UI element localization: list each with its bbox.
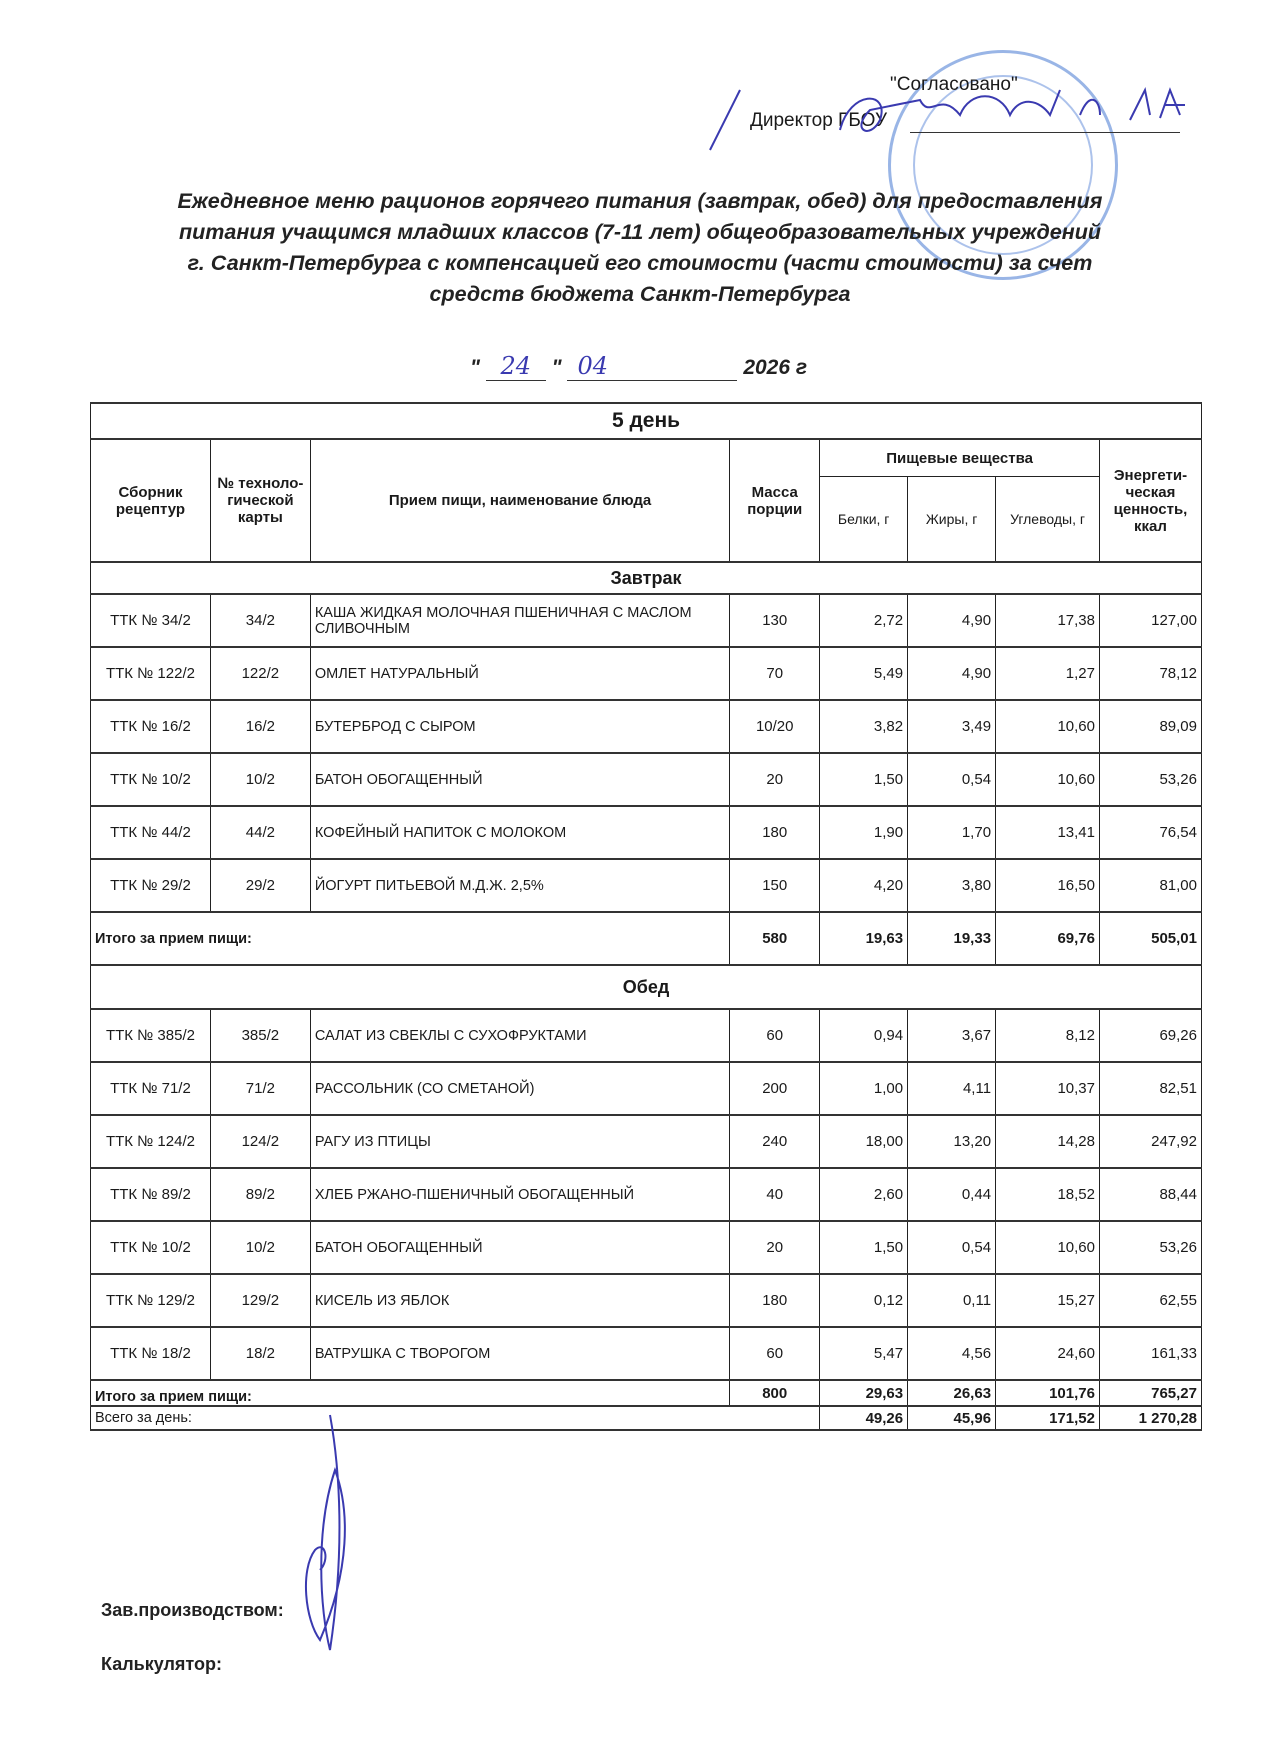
cell-collection: ТТК № 44/2: [91, 806, 211, 859]
cell-tech-card: 71/2: [210, 1062, 310, 1115]
cell-energy: 127,00: [1099, 594, 1201, 647]
cell-fat: 0,54: [908, 1221, 996, 1274]
header-fat: Жиры, г: [908, 477, 996, 563]
cell-protein: 1,50: [820, 1221, 908, 1274]
calculator-label: Калькулятор:: [101, 1654, 222, 1674]
breakfast-total-mass: 580: [730, 912, 820, 965]
date-open-quote: ": [470, 356, 480, 379]
cell-carbs: 24,60: [996, 1327, 1100, 1380]
date-day: 24: [486, 352, 546, 381]
cell-carbs: 15,27: [996, 1274, 1100, 1327]
cell-mass: 60: [730, 1009, 820, 1062]
page-title: [90, 186, 1190, 310]
cell-mass: 40: [730, 1168, 820, 1221]
cell-collection: ТТК № 124/2: [91, 1115, 211, 1168]
cell-energy: 76,54: [1099, 806, 1201, 859]
menu-table: [90, 402, 1202, 1431]
approval-agreed-label: "Согласовано": [890, 74, 1018, 95]
date-close-quote: ": [551, 356, 562, 379]
cell-protein: 0,12: [820, 1274, 908, 1327]
cell-protein: 3,82: [820, 700, 908, 753]
table-row: [91, 1327, 1202, 1380]
cell-energy: 53,26: [1099, 1221, 1201, 1274]
cell-protein: 0,94: [820, 1009, 908, 1062]
cell-dish-name: БАТОН ОБОГАЩЕННЫЙ: [310, 753, 729, 806]
cell-carbs: 10,60: [996, 1221, 1100, 1274]
director-signature-line: [910, 132, 1180, 133]
cell-collection: ТТК № 16/2: [91, 700, 211, 753]
lunch-total-energy: 765,27: [1099, 1380, 1201, 1406]
cell-mass: 130: [730, 594, 820, 647]
cell-protein: 5,49: [820, 647, 908, 700]
table-row: [91, 700, 1202, 753]
cell-carbs: 8,12: [996, 1009, 1100, 1062]
cell-tech-card: 18/2: [210, 1327, 310, 1380]
cell-mass: 70: [730, 647, 820, 700]
breakfast-total-carbs: 69,76: [996, 912, 1100, 965]
cell-energy: 82,51: [1099, 1062, 1201, 1115]
cell-fat: 0,44: [908, 1168, 996, 1221]
breakfast-total-label: Итого за прием пищи:: [91, 912, 730, 965]
title-line-1: Ежедневное меню рационов горячего питания (завтрак, обед) для предоставления: [177, 189, 1103, 213]
cell-carbs: 10,60: [996, 753, 1100, 806]
table-row: [91, 1274, 1202, 1327]
cell-mass: 20: [730, 1221, 820, 1274]
cell-energy: 53,26: [1099, 753, 1201, 806]
cell-fat: 3,80: [908, 859, 996, 912]
table-row: [91, 647, 1202, 700]
table-row: [91, 1168, 1202, 1221]
cell-carbs: 18,52: [996, 1168, 1100, 1221]
cell-tech-card: 89/2: [210, 1168, 310, 1221]
cell-carbs: 14,28: [996, 1115, 1100, 1168]
cell-dish-name: ХЛЕБ РЖАНО-ПШЕНИЧНЫЙ ОБОГАЩЕННЫЙ: [310, 1168, 729, 1221]
cell-collection: ТТК № 71/2: [91, 1062, 211, 1115]
cell-fat: 4,90: [908, 647, 996, 700]
cell-fat: 3,49: [908, 700, 996, 753]
header-energy: Энергети-ческая ценность, ккал: [1099, 439, 1201, 562]
lunch-total-label: Итого за прием пищи:: [91, 1380, 730, 1406]
cell-energy: 89,09: [1099, 700, 1201, 753]
cell-dish-name: РАССОЛЬНИК (СО СМЕТАНОЙ): [310, 1062, 729, 1115]
cell-carbs: 1,27: [996, 647, 1100, 700]
cell-dish-name: ВАТРУШКА С ТВОРОГОМ: [310, 1327, 729, 1380]
cell-mass: 20: [730, 753, 820, 806]
header-carbs: Углеводы, г: [996, 477, 1100, 563]
cell-tech-card: 29/2: [210, 859, 310, 912]
cell-dish-name: РАГУ ИЗ ПТИЦЫ: [310, 1115, 729, 1168]
lunch-total-fat: 26,63: [908, 1380, 996, 1406]
cell-dish-name: БУТЕРБРОД С СЫРОМ: [310, 700, 729, 753]
cell-protein: 2,60: [820, 1168, 908, 1221]
cell-dish-name: САЛАТ ИЗ СВЕКЛЫ С СУХОФРУКТАМИ: [310, 1009, 729, 1062]
cell-collection: ТТК № 34/2: [91, 594, 211, 647]
header-collection: Сборник рецептур: [91, 439, 211, 562]
cell-dish-name: ЙОГУРТ ПИТЬЕВОЙ М.Д.Ж. 2,5%: [310, 859, 729, 912]
cell-fat: 1,70: [908, 806, 996, 859]
cell-protein: 5,47: [820, 1327, 908, 1380]
date-year: 2026 г: [743, 356, 808, 379]
cell-tech-card: 34/2: [210, 594, 310, 647]
cell-protein: 1,50: [820, 753, 908, 806]
cell-collection: ТТК № 10/2: [91, 753, 211, 806]
title-line-4: средств бюджета Санкт-Петербурга: [429, 282, 851, 306]
menu-date: [470, 352, 807, 381]
cell-mass: 10/20: [730, 700, 820, 753]
header-protein: Белки, г: [820, 477, 908, 563]
cell-protein: 18,00: [820, 1115, 908, 1168]
header-mass: Масса порции: [730, 439, 820, 562]
table-row: [91, 753, 1202, 806]
breakfast-total-energy: 505,01: [1099, 912, 1201, 965]
cell-carbs: 10,37: [996, 1062, 1100, 1115]
cell-dish-name: КАША ЖИДКАЯ МОЛОЧНАЯ ПШЕНИЧНАЯ С МАСЛОМ СЛИВОЧНЫМ: [310, 594, 729, 647]
cell-fat: 4,11: [908, 1062, 996, 1115]
cell-tech-card: 124/2: [210, 1115, 310, 1168]
cell-dish-name: КОФЕЙНЫЙ НАПИТОК С МОЛОКОМ: [310, 806, 729, 859]
cell-protein: 1,90: [820, 806, 908, 859]
cell-dish-name: ОМЛЕТ НАТУРАЛЬНЫЙ: [310, 647, 729, 700]
cell-energy: 247,92: [1099, 1115, 1201, 1168]
production-head-signature-icon: [300, 1410, 360, 1660]
cell-tech-card: 10/2: [210, 753, 310, 806]
section-breakfast: Завтрак: [91, 562, 1202, 594]
cell-protein: 2,72: [820, 594, 908, 647]
cell-tech-card: 10/2: [210, 1221, 310, 1274]
day-total-protein: 49,26: [820, 1406, 908, 1430]
production-head-label: Зав.производством:: [101, 1600, 284, 1620]
cell-energy: 88,44: [1099, 1168, 1201, 1221]
cell-fat: 4,56: [908, 1327, 996, 1380]
header-dish: Прием пищи, наименование блюда: [310, 439, 729, 562]
cell-tech-card: 122/2: [210, 647, 310, 700]
day-total-carbs: 171,52: [996, 1406, 1100, 1430]
cell-mass: 150: [730, 859, 820, 912]
cell-energy: 62,55: [1099, 1274, 1201, 1327]
cell-collection: ТТК № 29/2: [91, 859, 211, 912]
cell-mass: 180: [730, 1274, 820, 1327]
cell-protein: 4,20: [820, 859, 908, 912]
cell-fat: 0,54: [908, 753, 996, 806]
cell-fat: 4,90: [908, 594, 996, 647]
lunch-total-protein: 29,63: [820, 1380, 908, 1406]
title-line-2: питания учащимся младших классов (7-11 лет) общеобразовательных учреждений: [179, 220, 1101, 244]
cell-energy: 69,26: [1099, 1009, 1201, 1062]
cell-dish-name: КИСЕЛЬ ИЗ ЯБЛОК: [310, 1274, 729, 1327]
lunch-total-mass: 800: [730, 1380, 820, 1406]
cell-collection: ТТК № 385/2: [91, 1009, 211, 1062]
cell-collection: ТТК № 18/2: [91, 1327, 211, 1380]
lunch-total-carbs: 101,76: [996, 1380, 1100, 1406]
cell-mass: 200: [730, 1062, 820, 1115]
cell-energy: 161,33: [1099, 1327, 1201, 1380]
approval-director-label: Директор ГБОУ: [750, 110, 888, 131]
lunch-rows: [91, 1009, 1202, 1380]
cell-tech-card: 385/2: [210, 1009, 310, 1062]
cell-carbs: 16,50: [996, 859, 1100, 912]
header-tech-card: № техноло-гической карты: [210, 439, 310, 562]
cell-mass: 60: [730, 1327, 820, 1380]
cell-energy: 81,00: [1099, 859, 1201, 912]
header-nutrients: Пищевые вещества: [820, 439, 1100, 477]
cell-carbs: 17,38: [996, 594, 1100, 647]
cell-tech-card: 129/2: [210, 1274, 310, 1327]
cell-tech-card: 16/2: [210, 700, 310, 753]
table-row: [91, 1062, 1202, 1115]
cell-fat: 0,11: [908, 1274, 996, 1327]
cell-tech-card: 44/2: [210, 806, 310, 859]
breakfast-total-fat: 19,33: [908, 912, 996, 965]
cell-carbs: 13,41: [996, 806, 1100, 859]
cell-mass: 240: [730, 1115, 820, 1168]
day-total-fat: 45,96: [908, 1406, 996, 1430]
cell-fat: 3,67: [908, 1009, 996, 1062]
day-total-energy: 1 270,28: [1099, 1406, 1201, 1430]
cell-collection: ТТК № 89/2: [91, 1168, 211, 1221]
cell-dish-name: БАТОН ОБОГАЩЕННЫЙ: [310, 1221, 729, 1274]
date-month: 04: [567, 352, 737, 381]
table-row: [91, 1009, 1202, 1062]
cell-collection: ТТК № 122/2: [91, 647, 211, 700]
table-row: [91, 859, 1202, 912]
day-title: 5 день: [91, 403, 1202, 439]
cell-carbs: 10,60: [996, 700, 1100, 753]
section-lunch: Обед: [91, 965, 1202, 1009]
day-total-label: Всего за день:: [91, 1406, 820, 1430]
cell-collection: ТТК № 10/2: [91, 1221, 211, 1274]
table-row: [91, 594, 1202, 647]
breakfast-total-protein: 19,63: [820, 912, 908, 965]
cell-fat: 13,20: [908, 1115, 996, 1168]
cell-mass: 180: [730, 806, 820, 859]
title-line-3: г. Санкт-Петербурга с компенсацией его стоимости (части стоимости) за счет: [187, 251, 1093, 275]
table-row: [91, 1221, 1202, 1274]
cell-collection: ТТК № 129/2: [91, 1274, 211, 1327]
cell-energy: 78,12: [1099, 647, 1201, 700]
cell-protein: 1,00: [820, 1062, 908, 1115]
table-row: [91, 1115, 1202, 1168]
breakfast-rows: [91, 594, 1202, 912]
table-row: [91, 806, 1202, 859]
